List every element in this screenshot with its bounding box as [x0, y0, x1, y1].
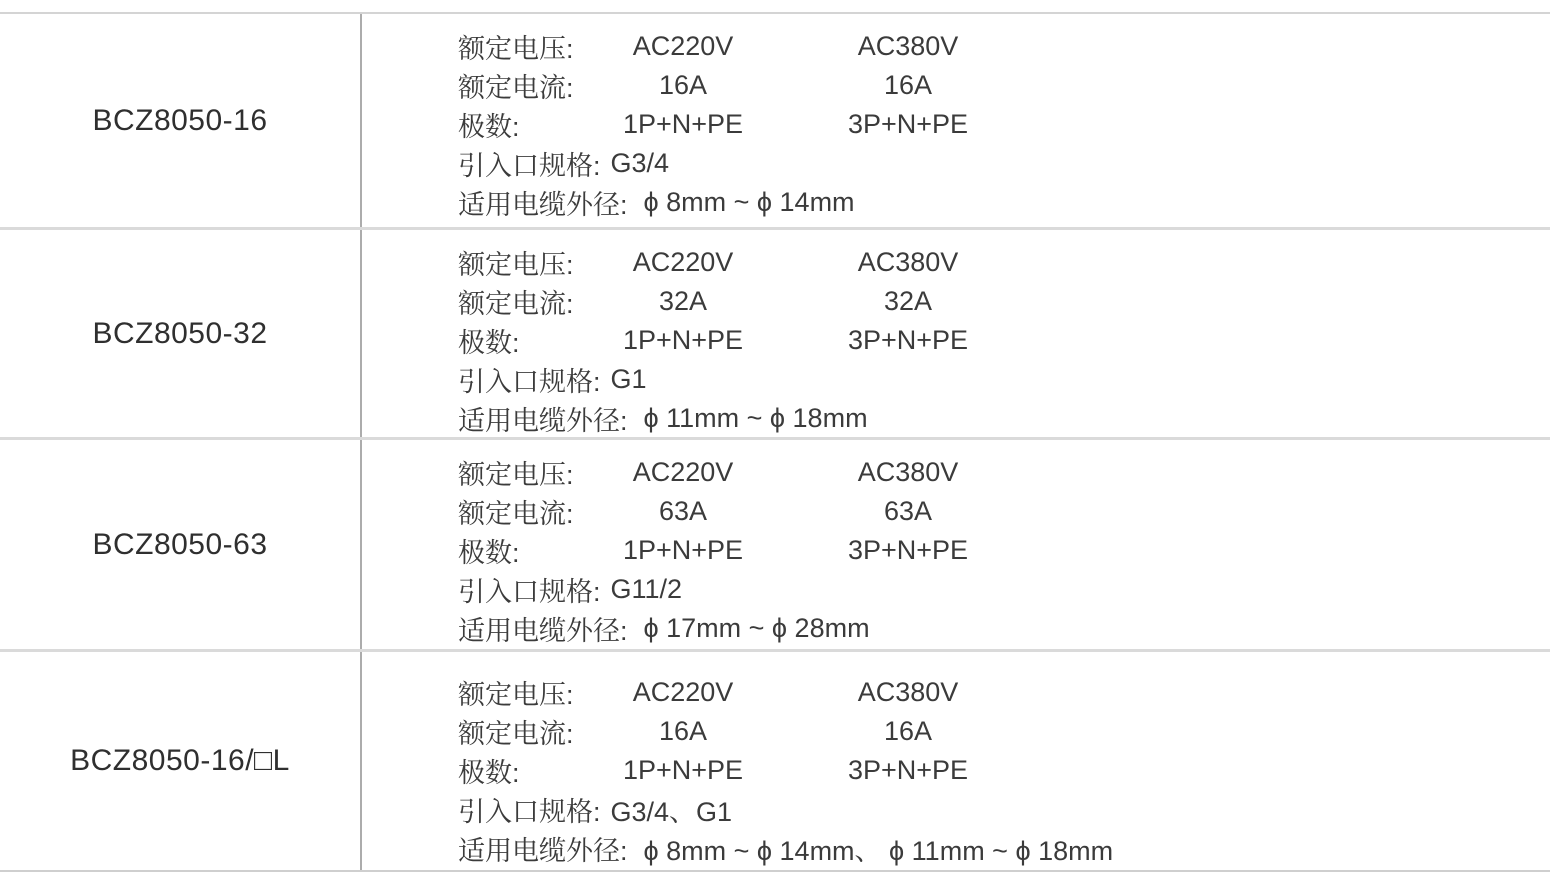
cable-label: 适用电缆外径: — [458, 190, 628, 220]
voltage-value-ac380: AC380V — [857, 31, 959, 61]
spec-line-current — [458, 282, 1550, 321]
poles-label: 极数: — [458, 328, 520, 358]
cable-label: 适用电缆外径: — [458, 836, 628, 866]
poles-label: 极数: — [458, 538, 520, 568]
voltage-value-ac380: AC380V — [857, 457, 959, 487]
poles-value-2: 3P+N+PE — [847, 109, 969, 139]
model-name: BCZ8050-32 — [92, 316, 268, 350]
current-value-1: 16A — [658, 70, 708, 100]
table-row — [0, 649, 1550, 870]
spec-line-voltage — [458, 453, 1550, 492]
model-name: BCZ8050-16/□L — [70, 744, 290, 777]
spec-cell — [362, 440, 1550, 649]
current-value-2: 16A — [883, 70, 933, 100]
current-value-1: 16A — [658, 716, 708, 746]
spec-line-inlet — [458, 144, 1550, 183]
current-value-2: 63A — [883, 496, 933, 526]
spec-line-voltage — [458, 243, 1550, 282]
inlet-value: G3/4、G1 — [610, 797, 733, 827]
spec-cell — [362, 230, 1550, 437]
spec-line-poles — [458, 531, 1550, 570]
poles-value-1: 1P+N+PE — [622, 755, 744, 785]
poles-value-1: 1P+N+PE — [622, 109, 744, 139]
table-row — [0, 437, 1550, 649]
inlet-label: 引入口规格: — [458, 367, 601, 397]
current-value-2: 32A — [883, 286, 933, 316]
spec-line-inlet — [458, 790, 1550, 829]
spec-line-current — [458, 712, 1550, 751]
table-row — [0, 227, 1550, 437]
voltage-value-ac220: AC220V — [632, 457, 734, 487]
cable-value: ϕ 11mm ~ ϕ 18mm — [643, 403, 868, 433]
current-value-1: 32A — [658, 286, 708, 316]
spec-table — [0, 12, 1550, 872]
cable-value: ϕ 17mm ~ ϕ 28mm — [643, 613, 870, 643]
spec-line-cable — [458, 829, 1550, 868]
inlet-label: 引入口规格: — [458, 577, 601, 607]
current-value-2: 16A — [883, 716, 933, 746]
spec-cell — [362, 14, 1550, 227]
voltage-label: 额定电压: — [458, 460, 574, 490]
current-value-1: 63A — [658, 496, 708, 526]
cable-label: 适用电缆外径: — [458, 406, 628, 436]
spec-line-cable — [458, 399, 1550, 438]
model-name: BCZ8050-63 — [92, 527, 268, 561]
voltage-value-ac380: AC380V — [857, 247, 959, 277]
spec-cell — [362, 652, 1550, 870]
model-name: BCZ8050-16 — [92, 103, 268, 137]
inlet-label: 引入口规格: — [458, 151, 601, 181]
poles-value-1: 1P+N+PE — [622, 325, 744, 355]
cable-value: ϕ 8mm ~ ϕ 14mm、 ϕ 11mm ~ ϕ 18mm — [643, 836, 1114, 866]
poles-value-1: 1P+N+PE — [622, 535, 744, 565]
poles-value-2: 3P+N+PE — [847, 755, 969, 785]
inlet-value: G1 — [610, 364, 647, 394]
inlet-value: G11/2 — [610, 574, 683, 604]
current-label: 额定电流: — [458, 289, 574, 319]
table-row — [0, 14, 1550, 227]
spec-line-current — [458, 492, 1550, 531]
poles-value-2: 3P+N+PE — [847, 325, 969, 355]
spec-line-inlet — [458, 360, 1550, 399]
poles-value-2: 3P+N+PE — [847, 535, 969, 565]
spec-line-cable — [458, 609, 1550, 648]
inlet-value: G3/4 — [610, 148, 670, 178]
voltage-value-ac220: AC220V — [632, 31, 734, 61]
spec-line-voltage — [458, 673, 1550, 712]
voltage-label: 额定电压: — [458, 34, 574, 64]
spec-line-cable — [458, 183, 1550, 222]
spec-line-inlet — [458, 570, 1550, 609]
voltage-value-ac220: AC220V — [632, 677, 734, 707]
voltage-value-ac220: AC220V — [632, 247, 734, 277]
poles-label: 极数: — [458, 112, 520, 142]
model-cell — [0, 440, 362, 649]
voltage-label: 额定电压: — [458, 680, 574, 710]
spec-line-poles — [458, 321, 1550, 360]
voltage-label: 额定电压: — [458, 250, 574, 280]
spec-line-voltage — [458, 27, 1550, 66]
current-label: 额定电流: — [458, 499, 574, 529]
model-cell — [0, 652, 362, 870]
poles-label: 极数: — [458, 758, 520, 788]
cable-value: ϕ 8mm ~ ϕ 14mm — [643, 187, 855, 217]
model-cell — [0, 14, 362, 227]
spec-line-current — [458, 66, 1550, 105]
cable-label: 适用电缆外径: — [458, 616, 628, 646]
spec-line-poles — [458, 105, 1550, 144]
spec-line-poles — [458, 751, 1550, 790]
current-label: 额定电流: — [458, 719, 574, 749]
voltage-value-ac380: AC380V — [857, 677, 959, 707]
current-label: 额定电流: — [458, 73, 574, 103]
inlet-label: 引入口规格: — [458, 797, 601, 827]
model-cell — [0, 230, 362, 437]
